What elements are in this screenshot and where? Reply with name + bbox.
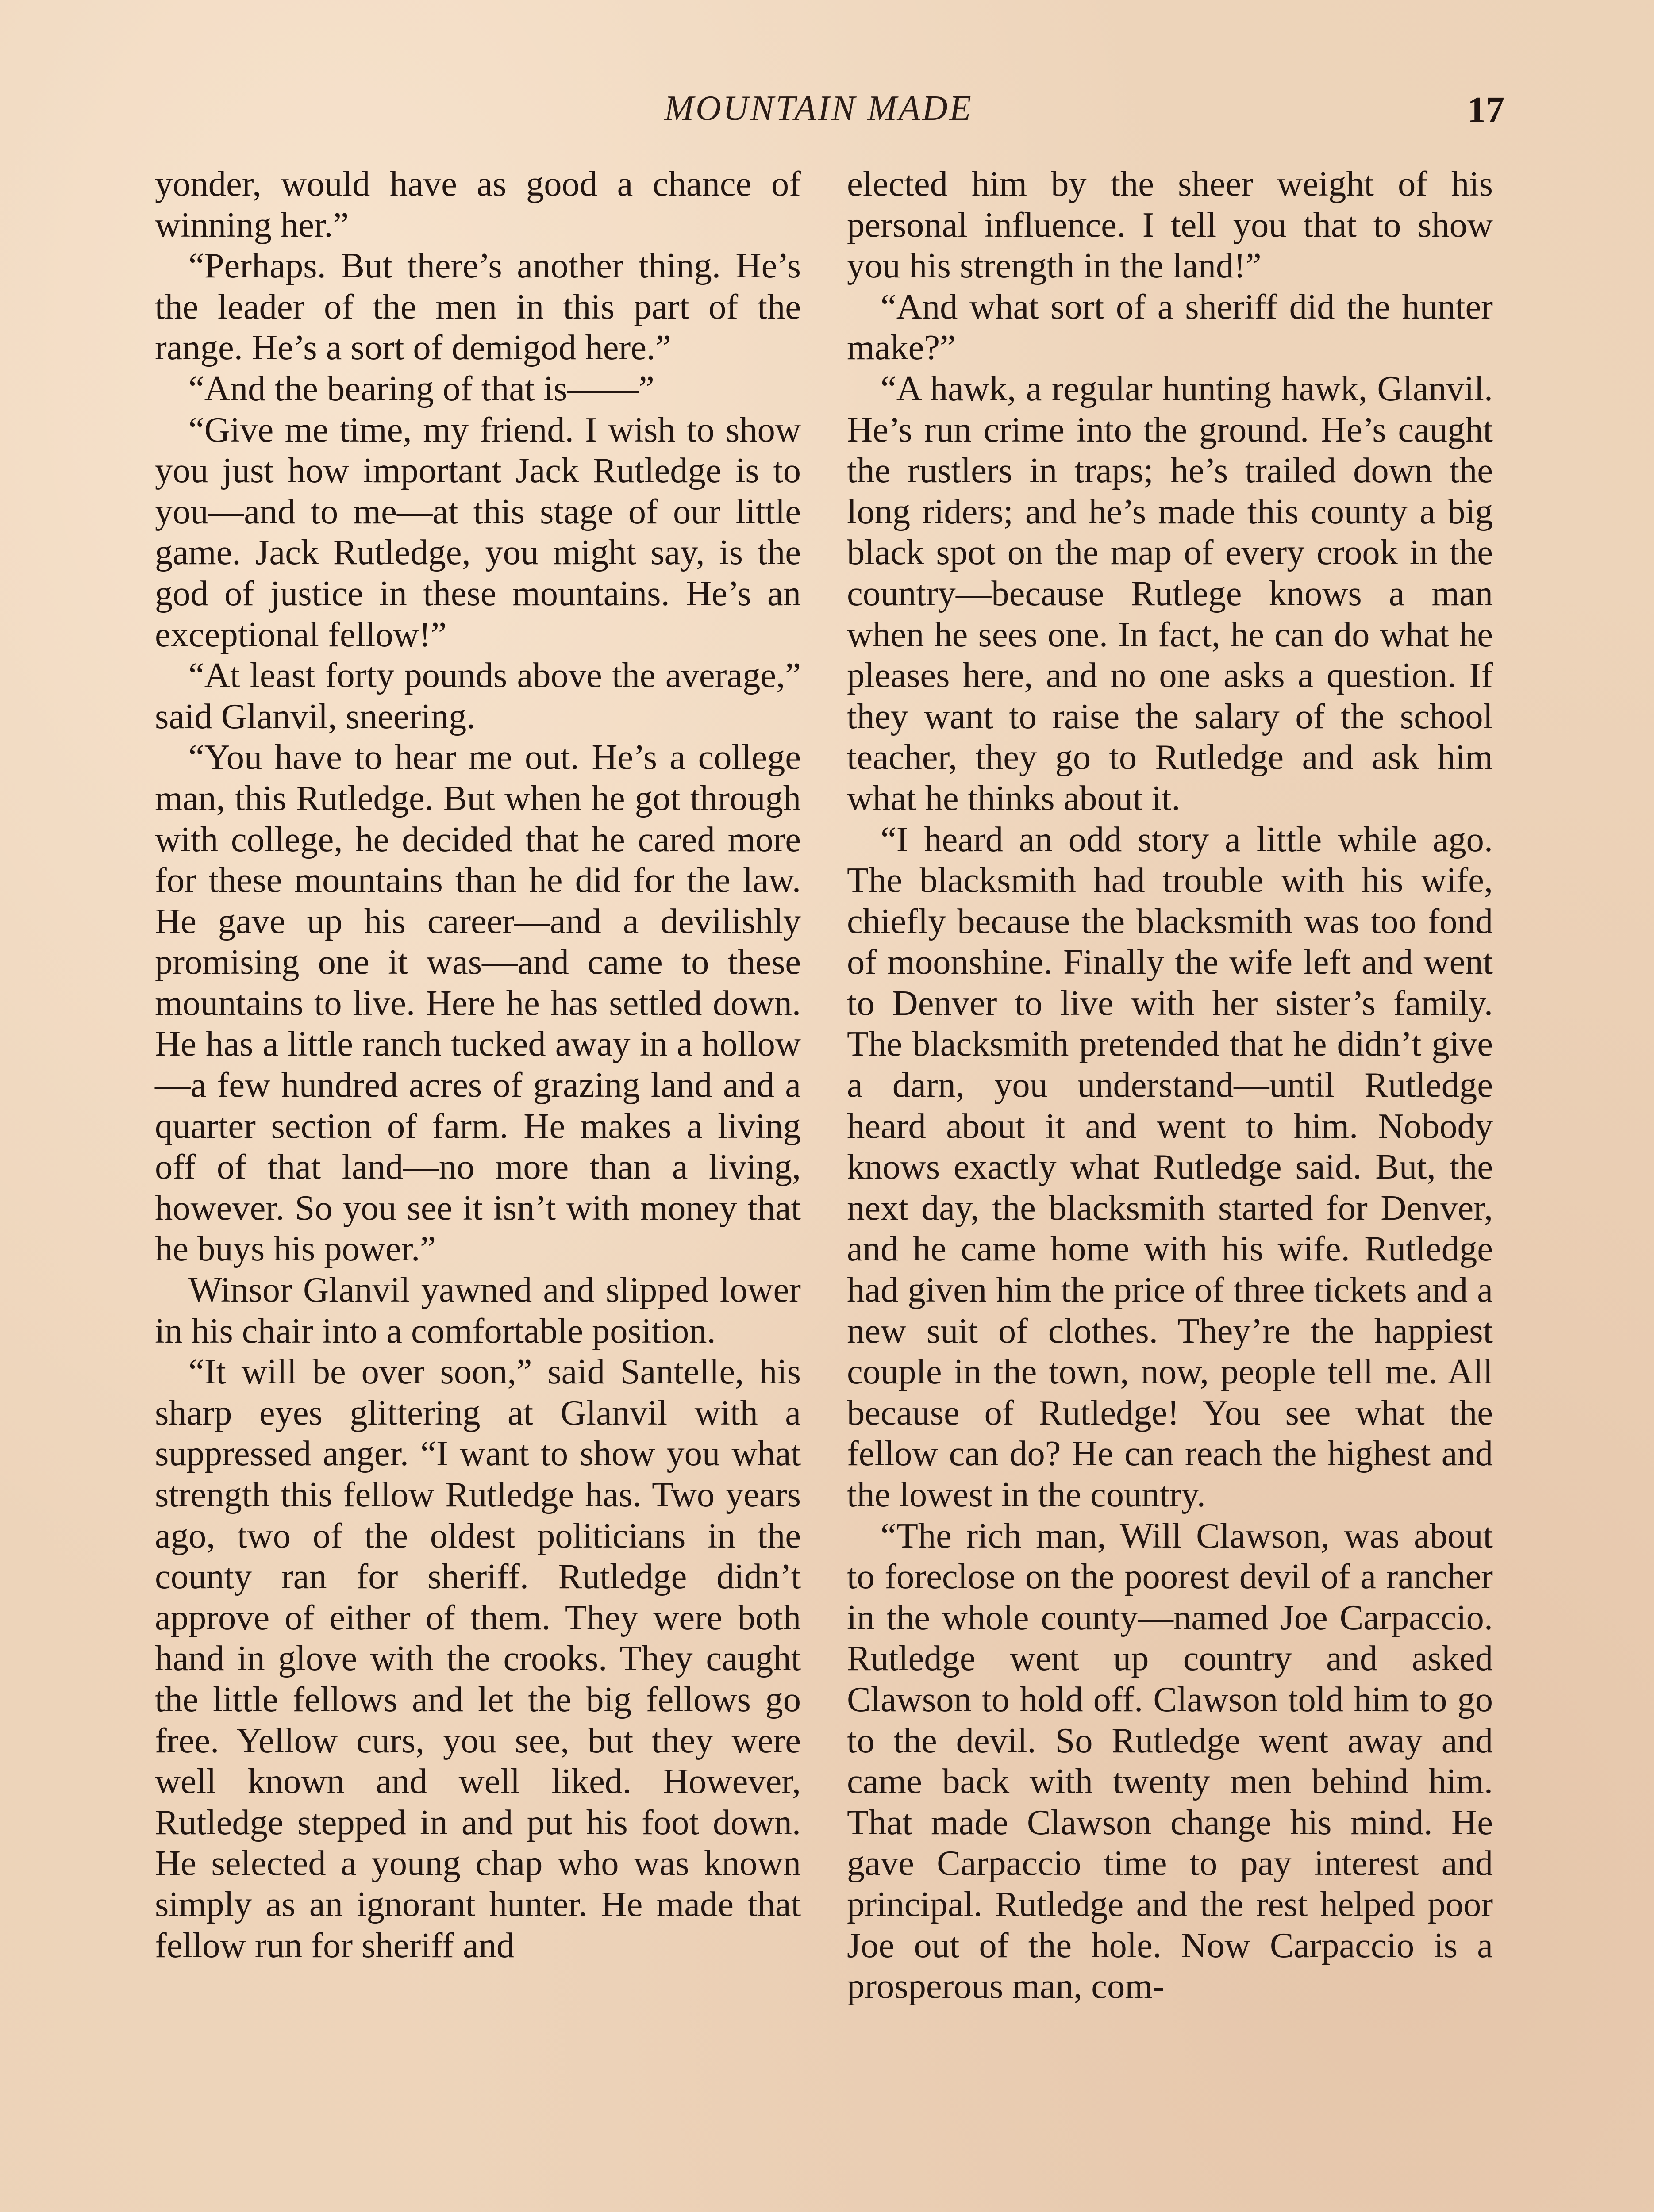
paragraph: Winsor Glanvil yawned and slipped lower in his chair into a comfortable position. (155, 1270, 801, 1351)
paragraph: “The rich man, Will Clawson, was about to foreclose on the poorest devil of a rancher in the whole county—named Joe Carpaccio. Rutledge went up country and asked Clawson to hold off. Clawson told him to go to the devil. So Rutledge went away and came back with twenty men behind him. That made Clawson change his mind. He gave Carpaccio time to pay interest and principal. Rutledge and the rest helped poor Joe out of the hole. Now Carpaccio is a prosperous man, com- (847, 1516, 1493, 2006)
paragraph: “It will be over soon,” said Santelle, his sharp eyes glittering at Glanvil with a suppressed anger. “I want to show you what strength this fellow Rutledge has. Two years ago, two of the oldest politicians in the county ran for sheriff. Rutledge didn’t approve of either of them. They were both hand in glove with the crooks. They caught the little fellows and let the big fellows go free. Yellow curs, you see, but they were well known and well liked. However, Rutledge stepped in and put his foot down. He selected a young chap who was known simply as an ignorant hunter. He made that fellow run for sheriff and (155, 1352, 801, 1965)
paragraph: “Give me time, my friend. I wish to show you just how important Jack Rutledge is to you—and to me—at this stage of our little game. Jack Rutledge, you might say, is the god of justice in these mountains. He’s an exceptional fellow!” (155, 410, 801, 654)
page-number: 17 (1467, 89, 1504, 131)
paragraph: “At least forty pounds above the average,” said Glanvil, sneering. (155, 656, 801, 736)
paragraph: “You have to hear me out. He’s a college man, this Rutledge. But when he got through with college, he decided that he cared more for these mountains than he did for the law. He gave up his career—and a devilishly promising one it was—and came to these mountains to live. Here he has settled down. He has a little ranch tucked away in a hollow—a few hundred acres of grazing land and a quarter section of farm. He makes a living off of that land—no more than a living, however. So you see it isn’t with money that he buys his power.” (155, 737, 801, 1269)
right-column (847, 164, 1493, 2007)
paragraph: yonder, would have as good a chance of winning her.” (155, 164, 801, 245)
left-column (155, 164, 801, 1966)
paragraph: “And the bearing of that is——” (188, 369, 654, 408)
paragraph: “And what sort of a sheriff did the hunter make?” (847, 287, 1493, 368)
running-head: MOUNTAIN MADE (664, 89, 973, 128)
paragraph: “Perhaps. But there’s another thing. He’s the leader of the men in this part of the range. He’s a sort of demigod here.” (155, 246, 801, 368)
paragraph: elected him by the sheer weight of his personal influence. I tell you that to show you his strength in the land!” (847, 164, 1493, 286)
paragraph: “I heard an odd story a little while ago. The blacksmith had trouble with his wife, chiefly because the blacksmith was too fond of moonshine. Finally the wife left and went to Denver to live with her sister’s family. The blacksmith pretended that he didn’t give a darn, you understand—until Rutledge heard about it and went to him. Nobody knows exactly what Rutledge said. But, the next day, the blacksmith started for Denver, and he came home with his wife. Rutledge had given him the price of three tickets and a new suit of clothes. They’re the happiest couple in the town, now, people tell me. All because of Rutledge! You see what the fellow can do? He can reach the highest and the lowest in the country. (847, 819, 1493, 1514)
paragraph: “A hawk, a regular hunting hawk, Glanvil. He’s run crime into the ground. He’s caught the rustlers in traps; he’s trailed down the long riders; and he’s made this county a big black spot on the map of every crook in the country—because Rutlege knows a man when he sees one. In fact, he can do what he pleases here, and no one asks a question. If they want to raise the salary of the school teacher, they go to Rutledge and ask him what he thinks about it. (847, 369, 1493, 818)
